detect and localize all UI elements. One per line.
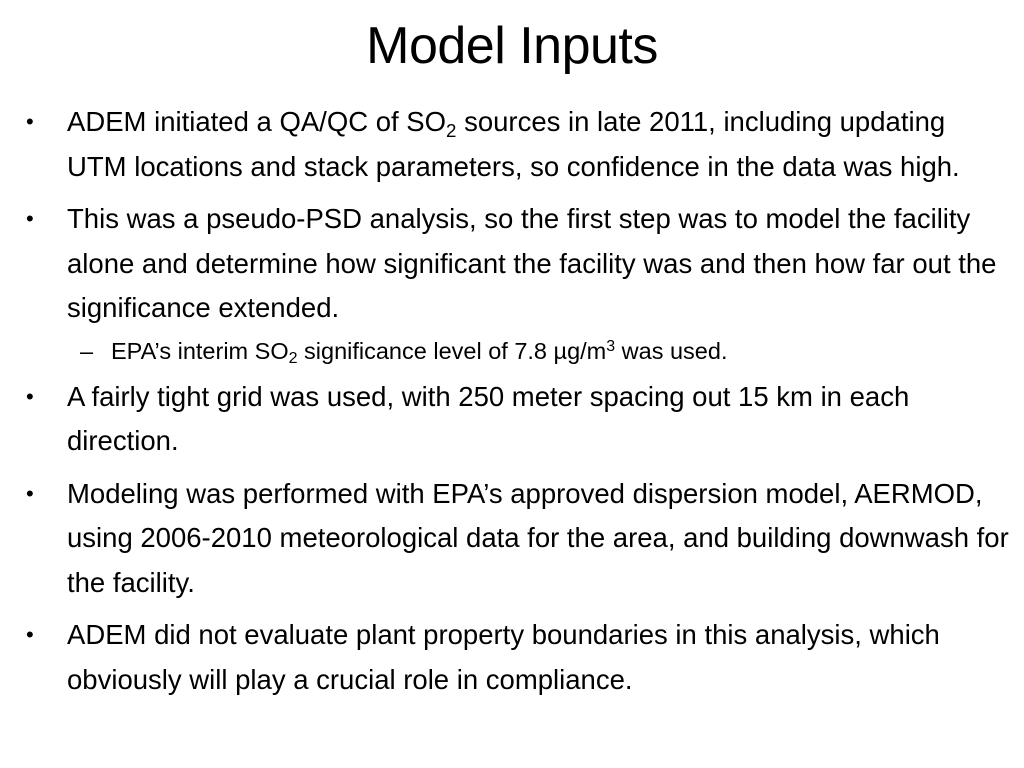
sub-bullet-significance-level [22,331,1012,371]
bullet-item-pseudo-psd [22,197,1012,331]
bullet-text: A fairly tight grid was used, with 250 meter spacing out 15 km in each direction. [67,380,910,456]
bullet-item-qa-qc [22,100,1012,189]
bullet-item-grid [22,375,1012,464]
slide-title: Model Inputs [366,17,658,75]
bullet-text: This was a pseudo-PSD analysis, so the first step was to model the facility alone and determine how significant the facility was and then how far out the significance extended. [67,203,997,323]
bullet-text: ADEM initiated a QA/QC of $SO_2$ sources in late 2011, including updating UTM locations and stack parameters, so confidence in the data was high. [67,106,960,182]
sub-bullet-text: EPA’s interim $SO_2$ significance level of 7.8 $\mu g/m^3$ was used. [111,337,728,368]
bullet-marker: • [26,383,34,409]
bullet-list [22,100,1012,710]
bullet-text: Modeling was performed with EPA’s approved dispersion model, AERMOD, using 2006-2010 meteorological data for the area, and building downwash for the facility. [67,477,1009,598]
bullet-marker: • [26,480,34,506]
dash-marker: – [80,337,94,364]
bullet-text: ADEM did not evaluate plant property boundaries in this analysis, which obviously will play a crucial role in compliance. [67,619,940,695]
bullet-item-aermod [22,472,1012,606]
bullet-marker: • [26,109,34,134]
bullet-marker: • [26,622,34,647]
bullet-marker: • [26,206,34,231]
bullet-item-property-boundaries [22,613,1012,702]
